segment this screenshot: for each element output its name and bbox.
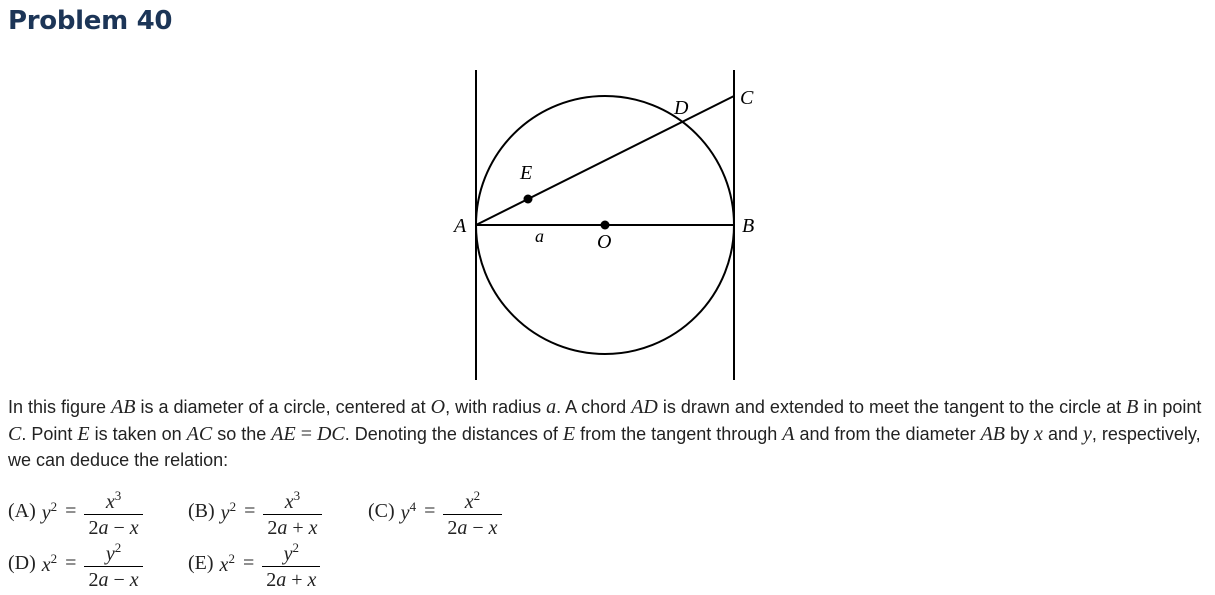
math-symbol: AD — [631, 396, 658, 418]
numerator-variable: y — [283, 543, 293, 565]
problem-title: Problem 40 — [8, 6, 173, 36]
lhs-exponent: 2 — [50, 550, 58, 566]
math-symbol: a — [546, 396, 557, 418]
denominator-operator: + — [286, 569, 308, 591]
label-c: C — [740, 87, 754, 109]
denominator-coefficient: 2 — [447, 517, 458, 539]
text-run: by — [1005, 423, 1035, 444]
numerator — [102, 484, 125, 514]
denominator-radius: a — [277, 517, 288, 539]
denominator-coefficient: 2 — [88, 517, 99, 539]
math-symbol: B — [1126, 396, 1139, 418]
lhs-variable: x — [219, 553, 229, 576]
fraction — [263, 484, 321, 539]
text-run: . Denoting the distances of — [344, 423, 563, 444]
point-o — [601, 221, 610, 230]
label-b: B — [742, 215, 755, 237]
text-run: is drawn and extended to meet the tangent to the circle at — [657, 397, 1127, 417]
choice-lhs — [401, 499, 416, 525]
denominator — [262, 566, 320, 591]
choice-e[interactable] — [188, 536, 320, 591]
denominator-radius: a — [457, 517, 468, 539]
text-run: is taken on — [89, 423, 187, 444]
choice-label: (A) — [8, 500, 36, 522]
equals-sign: = — [244, 500, 256, 522]
denominator-coefficient: 2 — [266, 569, 277, 591]
equals-sign: = — [424, 500, 436, 522]
lhs-variable: x — [41, 553, 51, 576]
choice-label: (E) — [188, 552, 214, 574]
lhs-variable: y — [41, 501, 51, 524]
denominator — [84, 566, 142, 591]
lhs-exponent: 2 — [228, 550, 235, 566]
denominator-variable: x — [129, 517, 139, 539]
math-symbol: AC — [186, 422, 213, 445]
math-symbol: y — [1082, 422, 1092, 445]
fraction — [84, 536, 142, 591]
numerator — [102, 536, 125, 566]
numerator-variable: x — [284, 491, 294, 513]
text-run: . Point — [21, 423, 78, 444]
numerator — [280, 536, 303, 566]
denominator-operator: − — [108, 569, 130, 591]
numerator-exponent: 3 — [114, 488, 122, 503]
lhs-exponent: 2 — [50, 498, 58, 514]
denominator-operator: − — [108, 517, 130, 539]
choice-lhs — [220, 551, 235, 577]
numerator — [281, 484, 304, 514]
text-run: and — [1042, 423, 1083, 444]
numerator-variable: y — [105, 543, 115, 565]
choice-lhs — [42, 499, 57, 525]
denominator-operator: + — [287, 517, 309, 539]
text-run: , respectively, we can deduce the relation: — [8, 423, 1201, 470]
choice-lhs — [221, 499, 236, 525]
numerator-exponent: 2 — [292, 540, 299, 555]
numerator-exponent: 2 — [114, 540, 122, 555]
label-e: E — [520, 162, 533, 184]
choice-d[interactable] — [8, 536, 143, 591]
lhs-variable: y — [220, 501, 230, 524]
equals-sign: = — [242, 552, 255, 574]
denominator-operator: − — [467, 517, 489, 539]
denominator-radius: a — [98, 569, 109, 591]
label-d: D — [674, 97, 689, 119]
fraction — [84, 484, 142, 539]
math-symbol: AB — [980, 422, 1006, 445]
text-run: from the tangent through — [575, 423, 783, 444]
math-symbol: AE — [271, 422, 296, 445]
math-symbol: AB — [111, 396, 136, 418]
denominator-coefficient: 2 — [88, 569, 99, 591]
label-o: O — [597, 231, 612, 253]
geometry-figure — [440, 64, 780, 388]
math-operator: = — [295, 422, 317, 445]
text-run: is a diameter of a circle, centered at — [135, 397, 431, 417]
lhs-exponent: 4 — [409, 498, 417, 514]
equals-sign: = — [65, 552, 77, 574]
numerator-exponent: 3 — [293, 488, 301, 503]
math-symbol: O — [430, 396, 446, 418]
choice-label: (B) — [188, 500, 215, 522]
math-symbol: x — [1034, 422, 1043, 445]
denominator-coefficient: 2 — [267, 517, 278, 539]
denominator-radius: a — [276, 569, 287, 591]
text-run: in point — [1138, 397, 1202, 417]
point-e — [524, 195, 533, 204]
text-run: In this figure — [8, 397, 112, 417]
denominator-variable: x — [308, 517, 318, 539]
text-run: , with radius — [445, 397, 547, 417]
denominator-variable: x — [307, 569, 317, 591]
label-a: A — [454, 215, 467, 237]
line-ac — [476, 96, 734, 225]
problem-paragraph — [8, 394, 1208, 474]
lhs-variable: y — [400, 501, 410, 524]
fraction — [262, 536, 320, 591]
choice-b[interactable] — [188, 484, 322, 539]
numerator-exponent: 2 — [473, 488, 481, 503]
fraction — [443, 484, 501, 539]
numerator — [461, 484, 484, 514]
math-symbol: A — [782, 422, 795, 445]
math-symbol: DC — [316, 422, 345, 445]
choice-c[interactable] — [368, 484, 502, 539]
denominator-radius: a — [98, 517, 109, 539]
math-symbol: E — [77, 422, 90, 445]
label-radius-a: a — [535, 226, 544, 246]
choice-a[interactable] — [8, 484, 143, 539]
numerator-variable: x — [105, 491, 115, 513]
text-run: and from the diameter — [794, 423, 981, 444]
math-symbol: E — [562, 422, 576, 445]
choice-lhs — [42, 551, 57, 577]
text-run: . A chord — [556, 397, 632, 417]
denominator-variable: x — [488, 517, 498, 539]
numerator-variable: x — [464, 491, 474, 513]
denominator — [443, 514, 501, 539]
choice-label: (D) — [8, 552, 36, 574]
text-run: so the — [212, 423, 272, 444]
equals-sign: = — [65, 500, 77, 522]
math-symbol: C — [8, 422, 22, 445]
denominator-variable: x — [129, 569, 139, 591]
problem-statement — [8, 394, 1208, 474]
choice-label: (C) — [368, 500, 395, 522]
lhs-exponent: 2 — [229, 498, 237, 514]
